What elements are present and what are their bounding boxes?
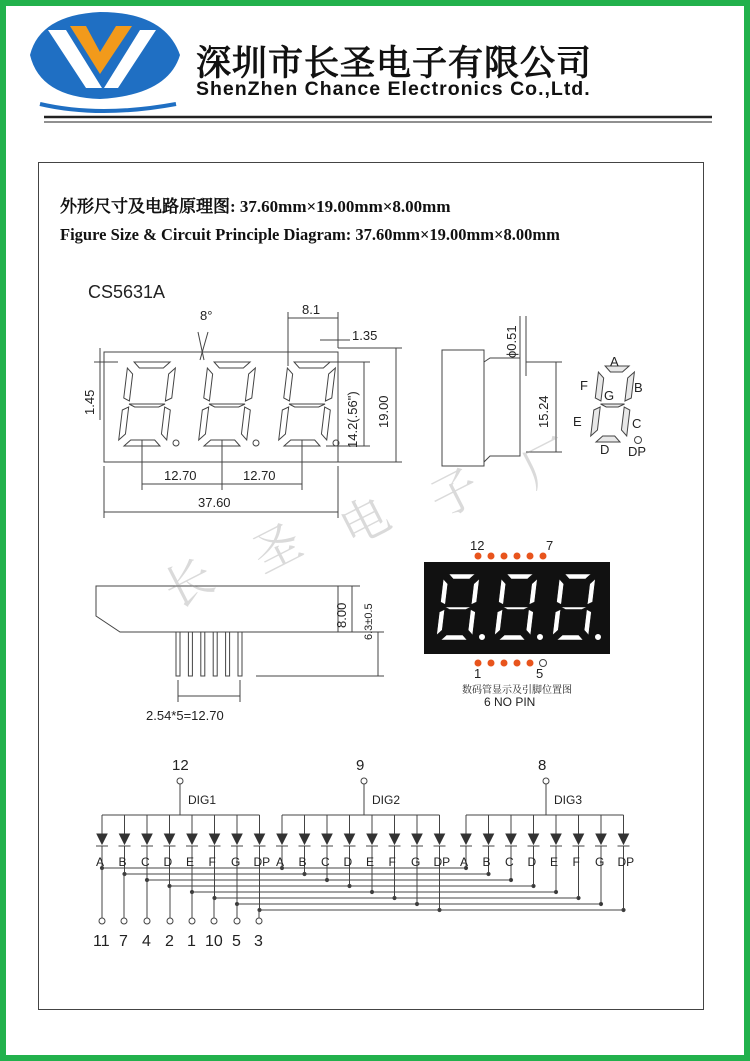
led-diode	[97, 834, 107, 844]
dim-angle: 8°	[200, 308, 213, 323]
led-diode	[551, 834, 561, 844]
segment-label-e: E	[550, 855, 559, 869]
bottom-pin	[188, 632, 192, 676]
segment-f	[284, 368, 293, 401]
segment-b	[325, 368, 335, 401]
led-diode	[165, 834, 175, 844]
segment-label-c: C	[141, 855, 150, 869]
segment-pin-number: 5	[232, 933, 241, 950]
decimal-point	[595, 634, 602, 641]
decimal-point	[173, 440, 179, 446]
led-diode	[345, 834, 355, 844]
digit-pin-number: 9	[356, 757, 365, 774]
segment-pin-node	[99, 918, 105, 924]
segment-e	[119, 407, 129, 440]
circuit-diagram	[93, 757, 634, 950]
segment-label-a: A	[276, 855, 285, 869]
led-diode	[300, 834, 310, 844]
dim-pin-pitch: 2.54*5=12.70	[146, 708, 224, 723]
segment-e	[199, 407, 209, 440]
dim-pin-length: 6.3±0.5	[363, 603, 375, 640]
segment-pin-number: 7	[119, 933, 128, 950]
digit-pin-node	[543, 778, 549, 784]
dim-digit-pitch-1: 12.70	[164, 468, 197, 483]
segment-pin-node	[144, 918, 150, 924]
led-diode	[484, 834, 494, 844]
led-diode	[142, 834, 152, 844]
digit-pin-number: 8	[538, 757, 547, 774]
segmap-label-f: F	[580, 378, 588, 393]
company-name-en: ShenZhen Chance Electronics Co.,Ltd.	[196, 78, 591, 100]
dim-pin-dia: ϕ0.51	[504, 325, 519, 358]
segment-c	[321, 407, 330, 440]
segment-g	[209, 404, 245, 407]
segment-e	[591, 407, 600, 436]
pin-label-12: 12	[470, 538, 485, 553]
segment-label-e: E	[366, 855, 375, 869]
pin-dot-bottom	[514, 660, 521, 667]
bottom-pin	[176, 632, 180, 676]
bottom-pin	[238, 632, 242, 676]
segment-c	[241, 407, 250, 440]
segment-label-b: B	[482, 855, 491, 869]
segment-label-d: D	[343, 855, 353, 869]
digit-pin-number: 12	[172, 757, 189, 774]
segmap-label-e: E	[573, 414, 582, 429]
led-diode	[367, 834, 377, 844]
led-diode	[596, 834, 606, 844]
pin-dot-bottom	[527, 660, 534, 667]
segment-f	[124, 368, 133, 401]
segment-label-b: B	[298, 855, 307, 869]
watermark-char: 电	[330, 486, 400, 558]
segment-pin-number: 11	[93, 933, 110, 950]
watermark-char: 长	[154, 548, 224, 620]
segment-b	[625, 372, 634, 401]
bottom-pin	[201, 632, 205, 676]
segmap-label-c: C	[632, 416, 642, 431]
segment-a	[294, 362, 330, 368]
segment-pin-node	[234, 918, 240, 924]
led-diode	[232, 834, 242, 844]
led-diode	[529, 834, 539, 844]
front-digit-1	[119, 362, 179, 446]
segmap-label-d: D	[600, 442, 610, 457]
pin-dot-top	[475, 553, 482, 560]
pin-diagram-caption: 数码管显示及引脚位置图	[462, 685, 572, 696]
segment-pin-node	[121, 918, 127, 924]
decimal-point	[253, 440, 259, 446]
led-diode	[619, 834, 629, 844]
segment-c	[621, 407, 629, 436]
led-diode	[210, 834, 220, 844]
segment-pin-node	[256, 918, 262, 924]
model-number: CS5631A	[88, 282, 166, 302]
segment-e	[279, 407, 289, 440]
segment-label-a: A	[460, 855, 469, 869]
pin-dot-bottom	[488, 660, 495, 667]
digit-pin-node	[361, 778, 367, 784]
digit-common-label: DIG2	[372, 793, 401, 807]
pin-dot-bottom	[501, 660, 508, 667]
bottom-pin	[226, 632, 230, 676]
digit-common-label: DIG1	[188, 793, 217, 807]
segment-label-f: F	[388, 855, 396, 869]
dim-pin-span: 15.24	[536, 395, 551, 428]
segment-pin-number: 3	[254, 933, 263, 950]
front-digits	[119, 362, 339, 446]
led-diode	[461, 834, 471, 844]
segment-a	[214, 362, 250, 368]
front-digit-3	[279, 362, 339, 446]
watermark-char: 厂	[512, 428, 582, 500]
segment-pin-number: 10	[205, 933, 223, 950]
segment-label-b: B	[118, 855, 127, 869]
segmap-dp-dot	[635, 437, 642, 444]
led-diode	[506, 834, 516, 844]
segment-label-f: F	[572, 855, 580, 869]
segment-label-c: C	[505, 855, 514, 869]
dim-seg-width: 1.35	[352, 328, 378, 343]
company-name-cn: 深圳市长圣电子有限公司	[196, 44, 593, 84]
segment-label-a: A	[96, 855, 105, 869]
segment-a	[134, 362, 170, 368]
segment-map	[573, 354, 646, 459]
segment-label-g: G	[595, 855, 605, 869]
segment-label-f: F	[208, 855, 216, 869]
segmap-label-b: B	[634, 380, 643, 395]
led-diode	[187, 834, 197, 844]
segmap-label-a: A	[610, 354, 619, 369]
led-diode	[412, 834, 422, 844]
front-digit-2	[199, 362, 259, 446]
segment-c	[161, 407, 170, 440]
segment-pin-node	[211, 918, 217, 924]
pin-dot-top	[540, 553, 547, 560]
segment-label-c: C	[321, 855, 330, 869]
digit-common-label: DIG3	[554, 793, 583, 807]
segmap-label-dp: DP	[628, 444, 647, 459]
segment-pin-node	[189, 918, 195, 924]
bottom-pin	[213, 632, 217, 676]
pin-label-5: 5	[536, 666, 544, 681]
segment-label-dp: DP	[253, 855, 271, 869]
segment-label-g: G	[231, 855, 241, 869]
segment-g	[129, 404, 165, 407]
segment-g	[289, 404, 325, 407]
led-diode	[277, 834, 287, 844]
heading-cn: 外形尺寸及电路原理图: 37.60mm×19.00mm×8.00mm	[60, 197, 451, 216]
dim-digit-height: 14.2(.56")	[345, 391, 360, 448]
segment-f	[204, 368, 213, 401]
pin-dot-top	[514, 553, 521, 560]
pin-dot-top	[501, 553, 508, 560]
pin-dot-top	[488, 553, 495, 560]
segment-pin-number: 2	[165, 933, 174, 950]
pin-label-7: 7	[546, 538, 554, 553]
decimal-point	[479, 634, 486, 641]
segment-label-d: D	[527, 855, 537, 869]
segmap-digit	[591, 366, 635, 442]
segment-label-d: D	[163, 855, 173, 869]
segment-b	[245, 368, 255, 401]
segment-b	[165, 368, 175, 401]
segment-label-dp: DP	[617, 855, 635, 869]
no-pin-note: 6 NO PIN	[484, 695, 536, 709]
segment-pin-node	[167, 918, 173, 924]
segment-label-g: G	[411, 855, 421, 869]
dim-seg-offset: 1.45	[82, 389, 97, 415]
led-diode	[322, 834, 332, 844]
led-diode	[435, 834, 445, 844]
dim-pitch-top: 8.1	[302, 302, 321, 317]
segment-label-dp: DP	[433, 855, 451, 869]
dim-height: 19.00	[376, 395, 391, 428]
led-diode	[574, 834, 584, 844]
pin-diagram	[424, 538, 610, 709]
decimal-point	[537, 634, 544, 641]
segment-pin-number: 1	[187, 933, 196, 950]
digit-pin-node	[177, 778, 183, 784]
segment-g	[601, 404, 625, 407]
dim-digit-pitch-2: 12.70	[243, 468, 276, 483]
dim-width: 37.60	[198, 495, 231, 510]
dim-depth: 8.00	[334, 602, 349, 628]
segmap-label-g: G	[604, 388, 615, 403]
segment-pin-number: 4	[142, 933, 151, 950]
heading-en: Figure Size & Circuit Principle Diagram: 37.60mm×19.00mm×8.00mm	[60, 225, 560, 244]
led-diode	[390, 834, 400, 844]
segment-label-e: E	[186, 855, 195, 869]
pin-dot-top	[527, 553, 534, 560]
led-diode	[255, 834, 265, 844]
led-diode	[120, 834, 130, 844]
pin-label-1: 1	[474, 666, 482, 681]
watermark-char: 子	[420, 458, 490, 530]
segment-f	[595, 372, 603, 401]
watermark-char: 圣	[242, 513, 312, 585]
